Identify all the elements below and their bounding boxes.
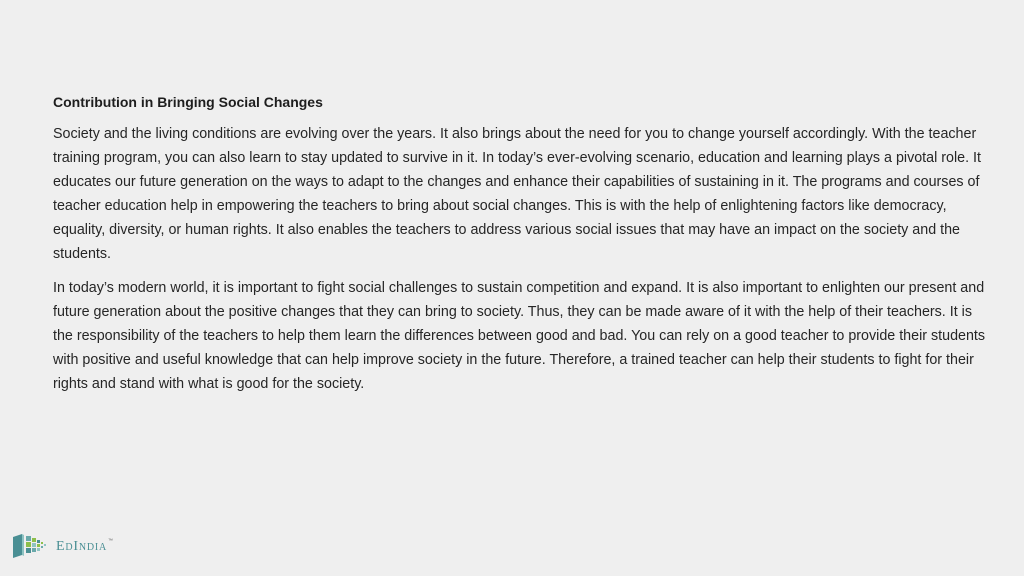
paragraph-2: In today’s modern world, it is important to fight social challenges to sustain competition and expand. It is also important to enlighten our present and future generation about the positive changes that they can bring to society. Thus, they can be made aware of it with the help of their teachers. It is the responsibility of the teachers to help them learn the differences between good and bad. You can rely on a good teacher to provide their students with positive and useful knowledge that can help improve society in the future. Therefore, a trained teacher can help their students to fight for their rights and stand with what is good for the society. (53, 280, 986, 392)
book-icon (12, 533, 50, 559)
brand-name: EdIndia (56, 539, 108, 554)
paragraph-1: Society and the living conditions are evolving over the years. It also brings about the need for you to change yourself accordingly. With the teacher training program, you can also learn to stay updated to survive in it. In today’s ever-evolving scenario, education and learning plays a pivotal role. It educates our future generation on the ways to adapt to the changes and enhance their capabilities of sustaining in it. The programs and courses of teacher education help in empowering the teachers to bring about social changes. This is with the help of enlightening factors like democracy, equality, diversity, or human rights. It also enables the teachers to address various social issues that may have an impact on the society and the students. (53, 126, 981, 262)
slide-content (53, 92, 993, 406)
trademark-symbol: ™ (108, 538, 114, 544)
section-heading: Contribution in Bringing Social Changes (53, 94, 323, 110)
edindia-logo (12, 533, 113, 559)
